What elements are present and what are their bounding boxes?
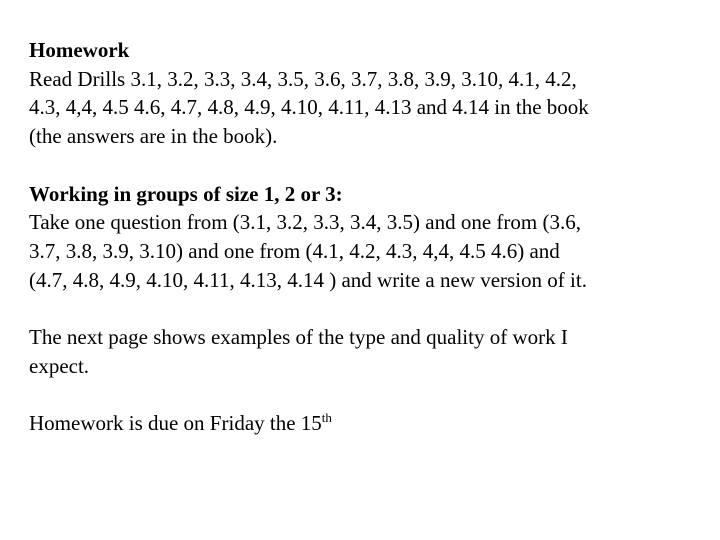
slide-body — [29, 36, 709, 466]
due-date-line — [29, 409, 709, 438]
examples-paragraph — [29, 323, 709, 380]
examples-line: The next page shows examples of the type and quality of work I — [29, 325, 568, 349]
homework-heading: Homework — [29, 38, 130, 62]
homework-line: 4.3, 4,4, 4.5 4.6, 4.7, 4.8, 4.9, 4.10, 4.11, 4.13 and 4.14 in the book — [29, 95, 589, 120]
groups-paragraph — [29, 180, 709, 295]
homework-line: Read Drills 3.1, 3.2, 3.3, 3.4, 3.5, 3.6, 3.7, 3.8, 3.9, 3.10, 4.1, 4.2, — [29, 66, 577, 91]
groups-line: Take one question from (3.1, 3.2, 3.3, 3.4, 3.5) and one from (3.6, — [29, 210, 581, 235]
due-date-paragraph — [29, 409, 709, 438]
homework-line: (the answers are in the book). — [29, 124, 278, 149]
due-date-text: Homework is due on Friday the 15 — [29, 411, 322, 436]
homework-paragraph — [29, 36, 709, 151]
groups-line: (4.7, 4.8, 4.9, 4.10, 4.11, 4.13, 4.14 ) and write a new version of it. — [29, 267, 587, 292]
due-date-ordinal-suffix: th — [321, 410, 332, 426]
examples-line: expect. — [29, 353, 90, 378]
groups-line: 3.7, 3.8, 3.9, 3.10) and one from (4.1, 4.2, 4.3, 4,4, 4.5 4.6) and — [29, 238, 560, 263]
groups-heading: Working in groups of size 1, 2 or 3: — [29, 181, 343, 206]
